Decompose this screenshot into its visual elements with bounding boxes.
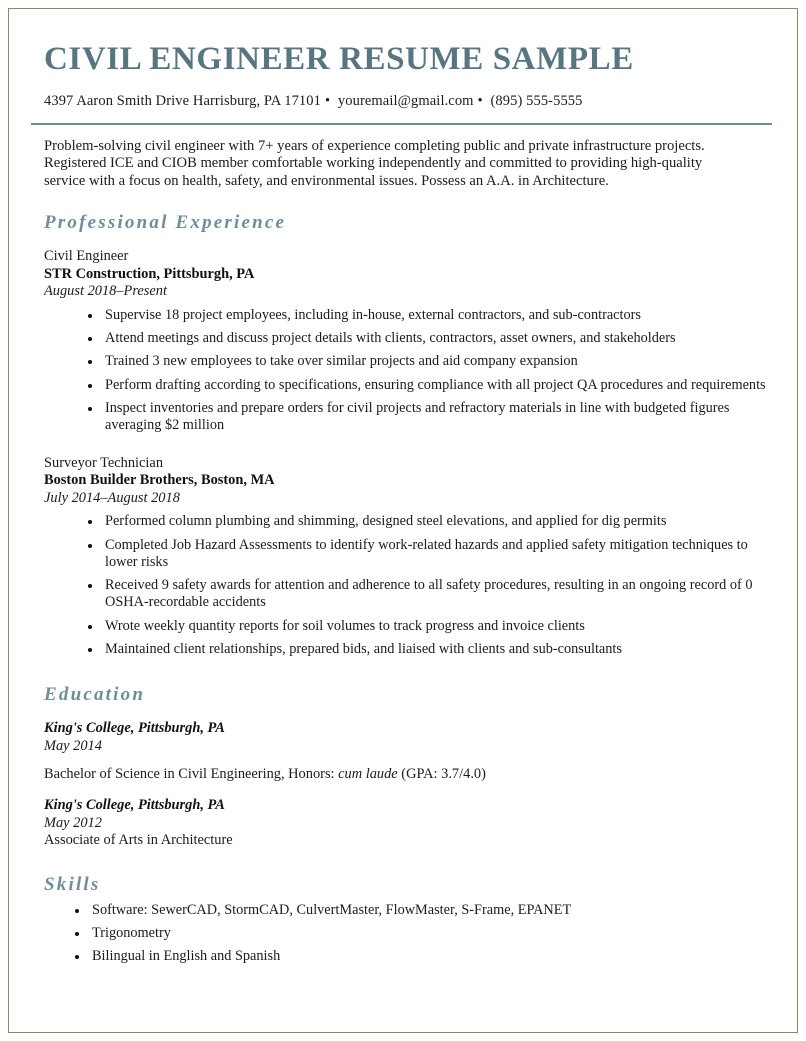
education-degree-prefix: Bachelor of Science in Civil Engineering, Honors: — [44, 765, 339, 782]
section-heading-skills: Skills — [44, 873, 101, 895]
list-item: Received 9 safety awards for attention and adherence to all safety procedures, resulting in an ongoing record of 0 OSHA-recordable accidents — [44, 577, 772, 612]
list-item: Completed Job Hazard Assessments to identify work-related hazards and applied safety mitigation techniques to lower risks — [44, 537, 772, 572]
experience-entry-2 — [31, 455, 772, 659]
education-school: King's College, Pittsburgh, PA — [44, 797, 225, 814]
education-date: May 2014 — [44, 737, 102, 754]
job-bullet-list — [44, 307, 772, 435]
job-dates: August 2018–Present — [44, 283, 167, 300]
job-company: Boston Builder Brothers, Boston, MA — [44, 472, 275, 489]
education-degree — [44, 766, 772, 784]
education-school: King's College, Pittsburgh, PA — [44, 720, 225, 737]
job-company: STR Construction, Pittsburgh, PA — [44, 265, 255, 282]
professional-summary: Problem-solving civil engineer with 7+ years of experience completing public and private infrastructure projects. Registered ICE and CIOB member comfortable working independently and committed to providing high-quality service with a focus on health, safety, and environmental issues. Possess an A.A. in Architecture. — [44, 137, 705, 189]
experience-entry-1 — [31, 248, 772, 434]
contact-separator-1: • — [324, 92, 331, 109]
contact-separator-2: • — [477, 92, 483, 109]
list-item: Maintained client relationships, prepared bids, and liaised with clients and sub-consultants — [44, 641, 772, 658]
resume-content — [31, 0, 772, 1041]
list-item: Trained 3 new employees to take over similar projects and aid company expansion — [44, 353, 772, 370]
job-bullet-list — [44, 513, 772, 658]
list-item: Bilingual in English and Spanish — [31, 948, 772, 965]
contact-email[interactable]: youremail@gmail.com — [337, 92, 474, 109]
job-title: Civil Engineer — [44, 248, 129, 265]
education-degree-honors: cum laude — [338, 765, 398, 782]
skills-list — [31, 902, 772, 966]
list-item: Inspect inventories and prepare orders for civil projects and refractory materials in line with budgeted figures averaging $2 million — [44, 400, 772, 435]
job-dates: July 2014–August 2018 — [44, 489, 180, 506]
contact-address: 4397 Aaron Smith Drive Harrisburg, PA 17101 — [44, 92, 321, 109]
list-item: Software: SewerCAD, StormCAD, CulvertMaster, FlowMaster, S-Frame, EPANET — [31, 902, 772, 919]
list-item: Trigonometry — [31, 925, 772, 942]
job-title: Surveyor Technician — [44, 454, 164, 471]
education-date: May 2012 — [44, 814, 102, 831]
list-item: Attend meetings and discuss project details with clients, contractors, asset owners, and stakeholders — [44, 330, 772, 347]
list-item: Perform drafting according to specifications, ensuring compliance with all project QA procedures and requirements — [44, 377, 772, 394]
education-entry-1 — [31, 720, 772, 783]
section-heading-experience: Professional Experience — [44, 212, 287, 234]
section-heading-education: Education — [44, 684, 146, 706]
list-item: Supervise 18 project employees, including in-house, external contractors, and sub-contractors — [44, 307, 772, 324]
education-degree: Associate of Arts in Architecture — [44, 832, 233, 849]
list-item: Performed column plumbing and shimming, designed steel elevations, and applied for dig permits — [44, 513, 772, 530]
header-divider-rule — [31, 123, 772, 125]
education-entry-2 — [31, 797, 772, 850]
contact-phone: (895) 555-5555 — [490, 92, 583, 109]
education-degree-suffix: (GPA: 3.7/4.0) — [397, 765, 486, 782]
list-item: Wrote weekly quantity reports for soil volumes to track progress and invoice clients — [44, 618, 772, 635]
contact-info-line — [31, 93, 772, 110]
page-title: CIVIL ENGINEER RESUME SAMPLE — [44, 41, 634, 77]
